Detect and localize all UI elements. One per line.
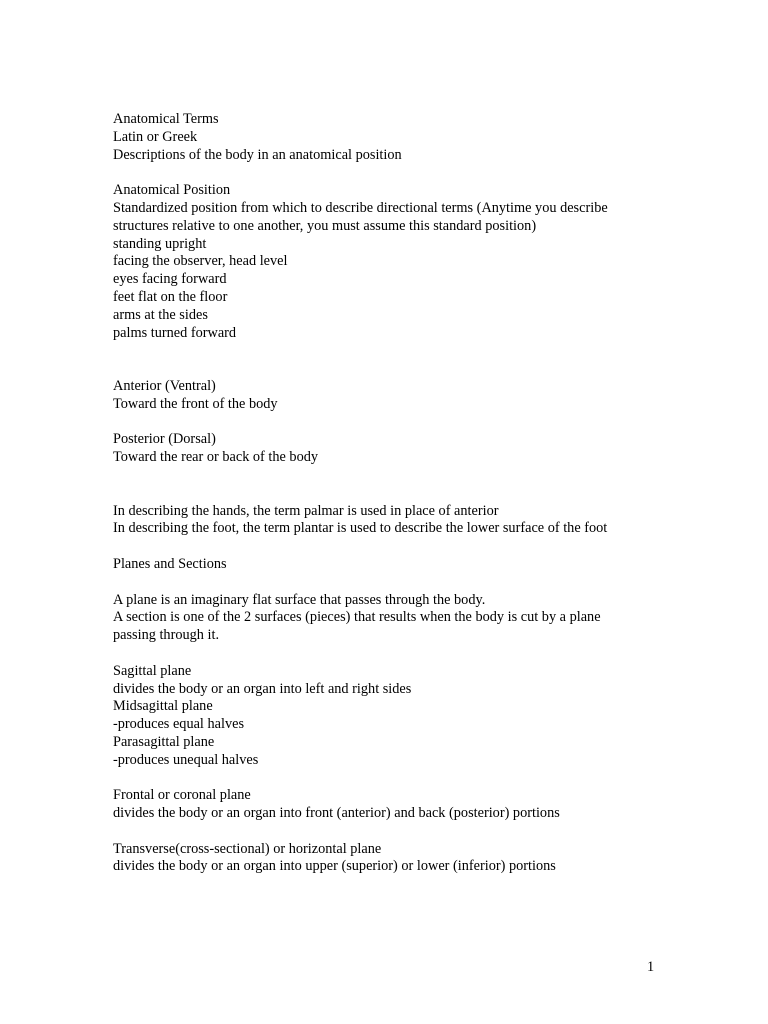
paragraph-gap [113, 574, 653, 592]
text-line: palms turned forward [113, 324, 237, 341]
heading-planes-and-sections: Planes and Sections [113, 555, 227, 572]
paragraph-gap [113, 164, 653, 182]
text-line: A plane is an imaginary flat surface that passes through the body. [113, 591, 486, 608]
text-line: facing the observer, head level [113, 253, 288, 270]
text-line: Toward the front of the body [113, 395, 278, 412]
text-line: divides the body or an organ into upper (superior) or lower (inferior) portions [113, 858, 556, 875]
heading-frontal-plane: Frontal or coronal plane [113, 787, 251, 804]
heading-anatomical-position: Anatomical Position [113, 182, 231, 199]
text-line: structures relative to one another, you must assume this standard position) [113, 217, 537, 234]
text-line: passing through it. [113, 627, 220, 644]
text-line: Latin or Greek [113, 128, 198, 145]
heading-sagittal-plane: Sagittal plane [113, 662, 192, 679]
page-number: 1 [647, 959, 655, 975]
text-line: A section is one of the 2 surfaces (pieces) that results when the body is cut by a plane [113, 609, 601, 626]
paragraph-gap [113, 769, 653, 787]
heading-posterior: Posterior (Dorsal) [113, 431, 216, 448]
document-body [113, 111, 653, 876]
text-line: Standardized position from which to describe directional terms (Anytime you describe [113, 199, 608, 216]
heading-transverse-plane: Transverse(cross-sectional) or horizontal plane [113, 840, 382, 857]
paragraph-gap [113, 645, 653, 663]
text-line: arms at the sides [113, 306, 208, 323]
text-line: standing upright [113, 235, 207, 252]
paragraph-gap [113, 342, 653, 378]
text-line: Descriptions of the body in an anatomical position [113, 146, 402, 163]
text-line: Parasagittal plane [113, 733, 215, 750]
paragraph-gap [113, 467, 653, 503]
text-line: feet flat on the floor [113, 288, 228, 305]
heading-anatomical-terms: Anatomical Terms [113, 111, 219, 127]
text-line: Toward the rear or back of the body [113, 449, 319, 466]
text-line: Midsagittal plane [113, 698, 213, 715]
paragraph-gap [113, 538, 653, 556]
text-line: divides the body or an organ into front (anterior) and back (posterior) portions [113, 805, 560, 822]
text-line: -produces equal halves [113, 716, 245, 733]
paragraph-gap [113, 823, 653, 841]
text-line: -produces unequal halves [113, 751, 259, 768]
paragraph-gap [113, 414, 653, 432]
text-line: In describing the foot, the term plantar is used to describe the lower surface of the foot [113, 520, 608, 537]
text-line: divides the body or an organ into left and right sides [113, 680, 412, 697]
heading-anterior: Anterior (Ventral) [113, 377, 216, 394]
text-line: In describing the hands, the term palmar is used in place of anterior [113, 502, 499, 519]
text-line: eyes facing forward [113, 271, 227, 288]
